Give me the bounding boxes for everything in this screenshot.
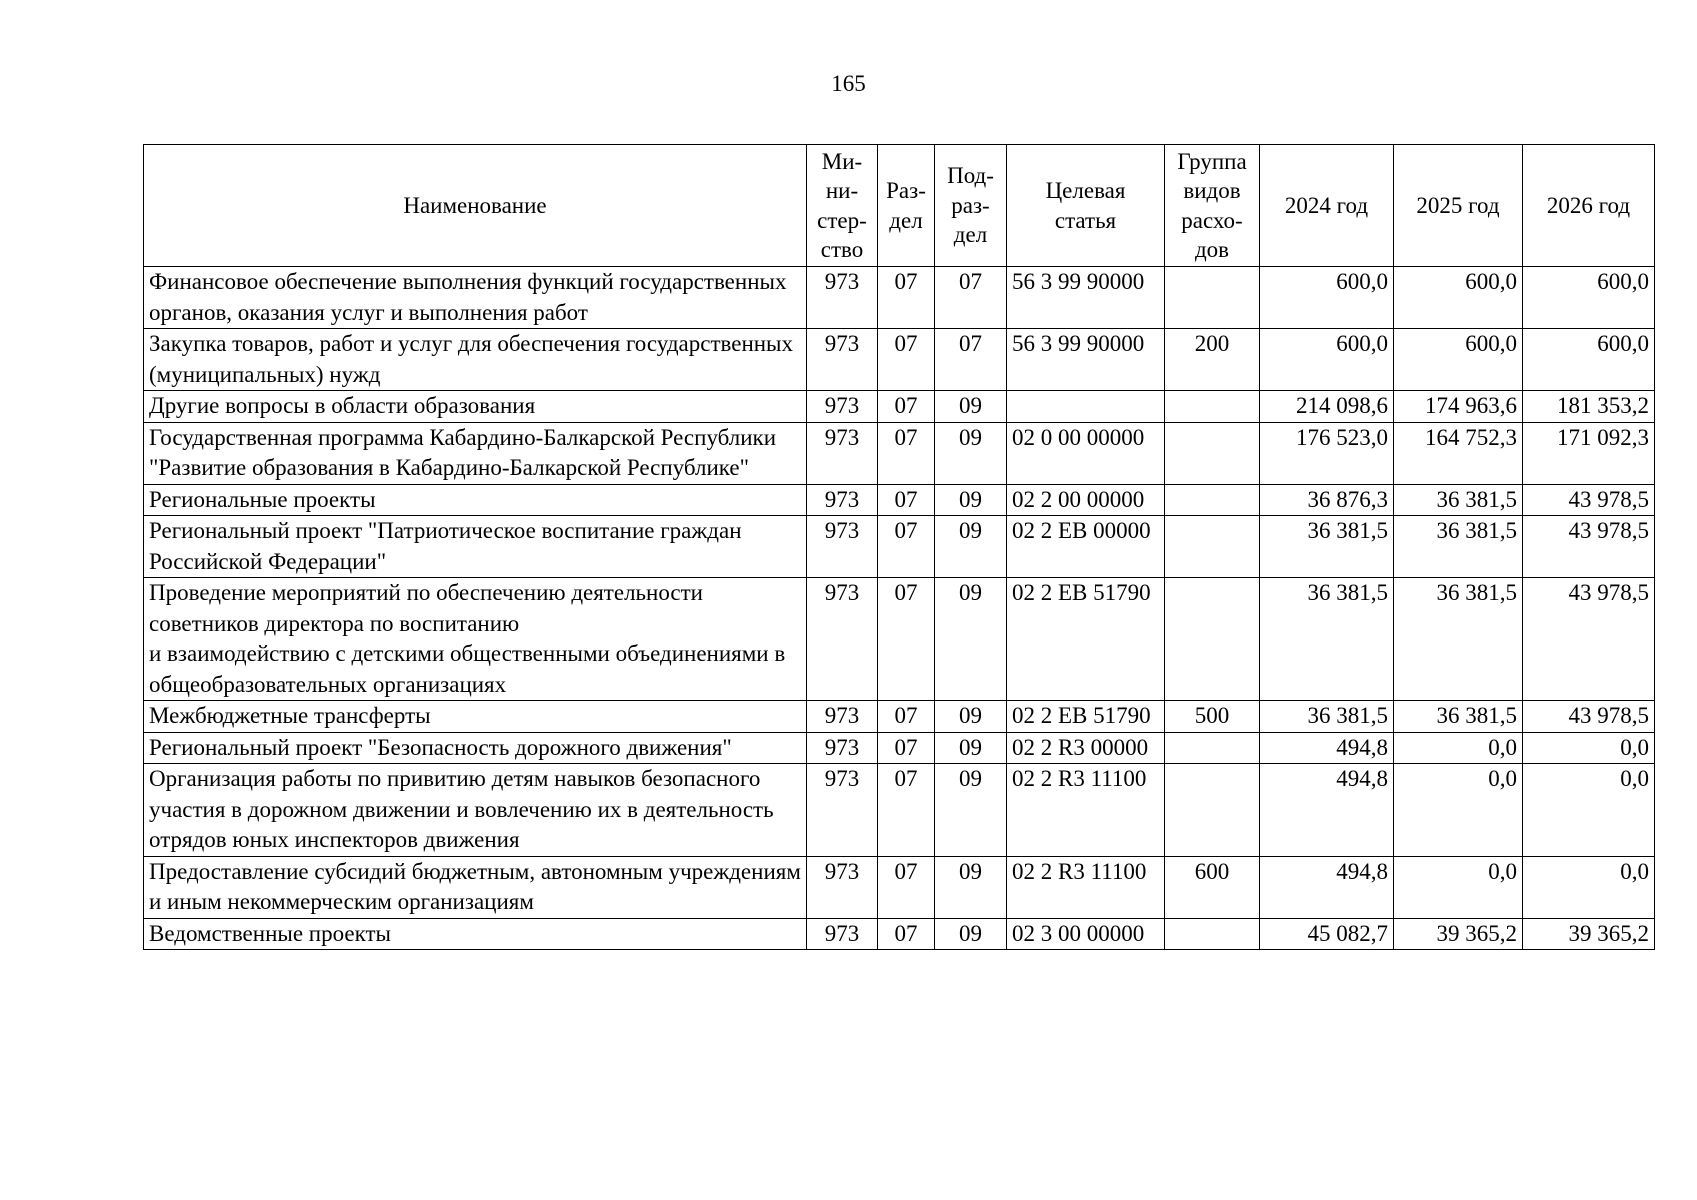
row-ministry: 973 [807, 701, 878, 733]
header-ministry-text: Ми- ни- стер- ство [817, 148, 867, 262]
row-subsection: 07 [935, 267, 1007, 329]
row-name: Финансовое обеспечение выполнения функций государственных органов, оказания услуг и выполнения работ [144, 267, 807, 329]
row-2026: 171 092,3 [1523, 422, 1655, 484]
header-group-text: Группа видов расхо- дов [1177, 148, 1247, 262]
row-group [1165, 484, 1260, 516]
row-2026: 43 978,5 [1523, 578, 1655, 701]
header-section [878, 145, 935, 267]
row-2024: 36 381,5 [1260, 578, 1394, 701]
row-subsection: 09 [935, 856, 1007, 918]
row-2024: 494,8 [1260, 856, 1394, 918]
row-2025: 39 365,2 [1394, 918, 1523, 950]
header-subsection [935, 145, 1007, 267]
row-section: 07 [878, 701, 935, 733]
row-2025: 36 381,5 [1394, 516, 1523, 578]
header-2025 [1394, 145, 1523, 267]
row-2025: 0,0 [1394, 856, 1523, 918]
row-ministry: 973 [807, 732, 878, 764]
header-target [1007, 145, 1165, 267]
row-section: 07 [878, 578, 935, 701]
header-subsection-text: Под- раз- дел [947, 163, 994, 248]
row-2024: 36 381,5 [1260, 701, 1394, 733]
row-2025: 600,0 [1394, 267, 1523, 329]
row-ministry: 973 [807, 484, 878, 516]
row-subsection: 09 [935, 516, 1007, 578]
header-section-text: Раз- дел [886, 178, 926, 233]
row-group: 500 [1165, 701, 1260, 733]
row-2026: 43 978,5 [1523, 484, 1655, 516]
row-group: 600 [1165, 856, 1260, 918]
row-target: 02 2 ЕВ 00000 [1007, 516, 1165, 578]
header-2026 [1523, 145, 1655, 267]
row-name: Предоставление субсидий бюджетным, автономным учреждениям и иным некоммерческим организациям [144, 856, 807, 918]
row-ministry: 973 [807, 856, 878, 918]
row-2024: 36 876,3 [1260, 484, 1394, 516]
table-row [144, 856, 1655, 918]
row-subsection: 09 [935, 918, 1007, 950]
row-name: Межбюджетные трансферты [144, 701, 807, 733]
row-ministry: 973 [807, 329, 878, 391]
row-target: 02 2 R3 11100 [1007, 764, 1165, 857]
table-row [144, 701, 1655, 733]
row-2024: 214 098,6 [1260, 391, 1394, 423]
row-target: 02 2 ЕВ 51790 [1007, 578, 1165, 701]
row-2025: 36 381,5 [1394, 701, 1523, 733]
row-section: 07 [878, 856, 935, 918]
budget-table [143, 144, 1655, 950]
row-2026: 0,0 [1523, 856, 1655, 918]
row-section: 07 [878, 267, 935, 329]
table-row [144, 329, 1655, 391]
row-name: Региональные проекты [144, 484, 807, 516]
header-2024-text: 2024 год [1284, 192, 1369, 218]
row-group [1165, 732, 1260, 764]
row-group [1165, 764, 1260, 857]
row-2026: 39 365,2 [1523, 918, 1655, 950]
row-target [1007, 391, 1165, 423]
row-subsection: 09 [935, 391, 1007, 423]
table-row [144, 516, 1655, 578]
table-row [144, 484, 1655, 516]
header-group [1165, 145, 1260, 267]
row-ministry: 973 [807, 516, 878, 578]
header-target-text: Целевая статья [1045, 178, 1126, 233]
row-name: Региональный проект "Безопасность дорожного движения" [144, 732, 807, 764]
table-header [144, 145, 1655, 267]
row-group [1165, 918, 1260, 950]
row-target: 56 3 99 90000 [1007, 267, 1165, 329]
row-2025: 174 963,6 [1394, 391, 1523, 423]
table-row [144, 391, 1655, 423]
row-ministry: 973 [807, 918, 878, 950]
row-2024: 36 381,5 [1260, 516, 1394, 578]
row-name: Государственная программа Кабардино-Балкарской Республики "Развитие образования в Кабардино-Балкарской Республике" [144, 422, 807, 484]
row-2026: 43 978,5 [1523, 516, 1655, 578]
table-body [144, 267, 1655, 950]
row-subsection: 09 [935, 732, 1007, 764]
header-2025-text: 2025 год [1416, 192, 1500, 218]
row-target: 02 3 00 00000 [1007, 918, 1165, 950]
table-row [144, 267, 1655, 329]
row-2025: 36 381,5 [1394, 484, 1523, 516]
row-subsection: 09 [935, 578, 1007, 701]
header-name-text: Наименование [403, 192, 547, 218]
row-target: 02 0 00 00000 [1007, 422, 1165, 484]
row-name: Другие вопросы в области образования [144, 391, 807, 423]
header-2024 [1260, 145, 1394, 267]
row-section: 07 [878, 484, 935, 516]
row-name: Организация работы по привитию детям навыков безопасного участия в дорожном движении и вовлечению их в деятельность отрядов юных инспекторов движения [144, 764, 807, 857]
row-ministry: 973 [807, 578, 878, 701]
row-2024: 494,8 [1260, 732, 1394, 764]
table-row [144, 764, 1655, 857]
row-2024: 600,0 [1260, 267, 1394, 329]
row-2026: 0,0 [1523, 732, 1655, 764]
row-2026: 43 978,5 [1523, 701, 1655, 733]
row-2026: 0,0 [1523, 764, 1655, 857]
row-section: 07 [878, 732, 935, 764]
row-ministry: 973 [807, 391, 878, 423]
row-name: Закупка товаров, работ и услуг для обеспечения государственных (муниципальных) нужд [144, 329, 807, 391]
header-ministry [807, 145, 878, 267]
row-group [1165, 516, 1260, 578]
row-section: 07 [878, 918, 935, 950]
row-2024: 600,0 [1260, 329, 1394, 391]
row-group [1165, 391, 1260, 423]
table-row [144, 578, 1655, 701]
table-row [144, 422, 1655, 484]
row-subsection: 09 [935, 484, 1007, 516]
header-2026-text: 2026 год [1546, 192, 1631, 218]
row-2024: 494,8 [1260, 764, 1394, 857]
row-subsection: 09 [935, 701, 1007, 733]
row-section: 07 [878, 764, 935, 857]
row-target: 02 2 R3 00000 [1007, 732, 1165, 764]
row-name: Проведение мероприятий по обеспечению деятельности советников директора по воспитанию и взаимодействию с детскими общественными объединениями в общеобразовательных организациях [144, 578, 807, 701]
row-target: 56 3 99 90000 [1007, 329, 1165, 391]
row-section: 07 [878, 391, 935, 423]
row-2024: 176 523,0 [1260, 422, 1394, 484]
row-target: 02 2 00 00000 [1007, 484, 1165, 516]
header-row [144, 145, 1655, 267]
table-row [144, 918, 1655, 950]
row-2024: 45 082,7 [1260, 918, 1394, 950]
row-ministry: 973 [807, 764, 878, 857]
row-ministry: 973 [807, 422, 878, 484]
page-number: 165 [831, 71, 866, 96]
row-2025: 0,0 [1394, 732, 1523, 764]
row-2025: 600,0 [1394, 329, 1523, 391]
row-group: 200 [1165, 329, 1260, 391]
row-section: 07 [878, 329, 935, 391]
header-name [144, 145, 807, 267]
row-2025: 36 381,5 [1394, 578, 1523, 701]
row-group [1165, 422, 1260, 484]
row-2025: 0,0 [1394, 764, 1523, 857]
row-subsection: 07 [935, 329, 1007, 391]
row-group [1165, 267, 1260, 329]
row-group [1165, 578, 1260, 701]
row-subsection: 09 [935, 422, 1007, 484]
row-name: Ведомственные проекты [144, 918, 807, 950]
row-section: 07 [878, 422, 935, 484]
row-2025: 164 752,3 [1394, 422, 1523, 484]
row-section: 07 [878, 516, 935, 578]
row-subsection: 09 [935, 764, 1007, 857]
row-ministry: 973 [807, 267, 878, 329]
row-2026: 181 353,2 [1523, 391, 1655, 423]
row-2026: 600,0 [1523, 329, 1655, 391]
row-target: 02 2 ЕВ 51790 [1007, 701, 1165, 733]
row-2026: 600,0 [1523, 267, 1655, 329]
row-target: 02 2 R3 11100 [1007, 856, 1165, 918]
table-row [144, 732, 1655, 764]
row-name: Региональный проект "Патриотическое воспитание граждан Российской Федерации" [144, 516, 807, 578]
